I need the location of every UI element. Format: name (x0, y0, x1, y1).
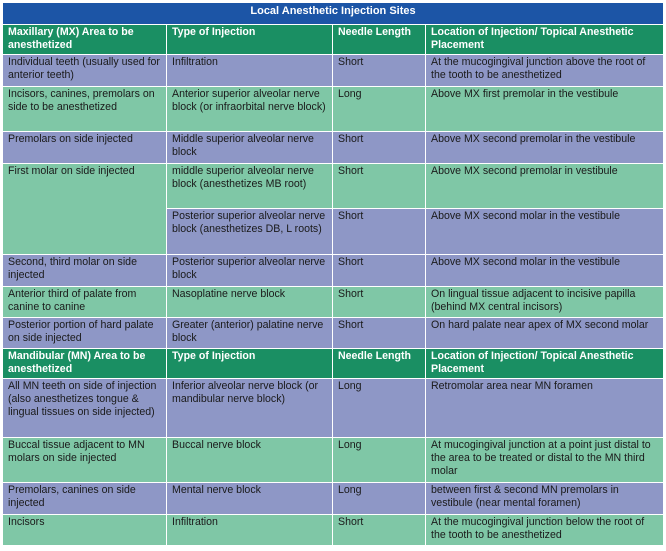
cell-needle: Short (333, 286, 426, 317)
cell-area: Anterior third of palate from canine to canine (3, 286, 167, 317)
cell-location: At mucogingival junction at a point just distal to the area to be treated or distal to the MN third molar (426, 437, 664, 482)
cell-type: Posterior superior alveolar nerve block (anesthetizes DB, L roots) (167, 208, 333, 254)
cell-area: Premolars, canines on side injected (3, 482, 167, 514)
header-type: Type of Injection (167, 25, 333, 55)
cell-needle: Long (333, 437, 426, 482)
cell-type: Greater (anterior) palatine nerve block (167, 317, 333, 348)
cell-type: Anterior superior alveolar nerve block (or infraorbital nerve block) (167, 86, 333, 131)
cell-type: Buccal nerve block (167, 437, 333, 482)
cell-needle: Short (333, 317, 426, 348)
cell-needle: Short (333, 54, 426, 86)
injection-sites-table (2, 2, 664, 546)
cell-location: Above MX second molar in the vestibule (426, 254, 664, 286)
cell-location: Retromolar area near MN foramen (426, 378, 664, 437)
table-row (3, 514, 664, 545)
header-type: Type of Injection (167, 348, 333, 378)
cell-type: Infiltration (167, 514, 333, 545)
cell-type: Nasoplatine nerve block (167, 286, 333, 317)
table-row (3, 317, 664, 348)
cell-needle: Short (333, 254, 426, 286)
cell-location: On lingual tissue adjacent to incisive papilla (behind MX central incisors) (426, 286, 664, 317)
cell-area: Second, third molar on side injected (3, 254, 167, 286)
cell-area: Incisors, canines, premolars on side to be anesthetized (3, 86, 167, 131)
cell-location: Above MX second premolar in vestibule (426, 163, 664, 208)
table-row (3, 131, 664, 163)
maxillary-header-row (3, 25, 664, 55)
cell-location: Above MX first premolar in the vestibule (426, 86, 664, 131)
cell-area: Individual teeth (usually used for anterior teeth) (3, 54, 167, 86)
cell-type: middle superior alveolar nerve block (anesthetizes MB root) (167, 163, 333, 208)
table-row (3, 286, 664, 317)
cell-needle: Short (333, 514, 426, 545)
cell-location: Above MX second molar in the vestibule (426, 208, 664, 254)
cell-needle: Short (333, 208, 426, 254)
table-row (3, 378, 664, 437)
header-needle: Needle Length (333, 25, 426, 55)
table-title: Local Anesthetic Injection Sites (3, 3, 664, 25)
table-row (3, 437, 664, 482)
cell-type: Mental nerve block (167, 482, 333, 514)
cell-needle: Long (333, 86, 426, 131)
table-row (3, 254, 664, 286)
header-mandibular-area: Mandibular (MN) Area to be anesthetized (3, 348, 167, 378)
cell-location: Above MX second premolar in the vestibule (426, 131, 664, 163)
table-title-row (3, 3, 664, 25)
cell-type: Middle superior alveolar nerve block (167, 131, 333, 163)
cell-area: First molar on side injected (3, 163, 167, 254)
cell-location: At the mucogingival junction below the root of the tooth to be anesthetized (426, 514, 664, 545)
table-row (3, 163, 664, 208)
table-row (3, 482, 664, 514)
cell-location: between first & second MN premolars in vestibule (near mental foramen) (426, 482, 664, 514)
table-row (3, 54, 664, 86)
cell-needle: Short (333, 163, 426, 208)
cell-location: At the mucogingival junction above the root of the tooth to be anesthetized (426, 54, 664, 86)
header-needle: Needle Length (333, 348, 426, 378)
injection-sites-table-container (2, 2, 663, 546)
cell-type: Infiltration (167, 54, 333, 86)
cell-area: All MN teeth on side of injection (also anesthetizes tongue & lingual tissues on side injected) (3, 378, 167, 437)
cell-area: Premolars on side injected (3, 131, 167, 163)
cell-needle: Long (333, 482, 426, 514)
header-maxillary-area: Maxillary (MX) Area to be anesthetized (3, 25, 167, 55)
cell-needle: Short (333, 131, 426, 163)
cell-location: On hard palate near apex of MX second molar (426, 317, 664, 348)
cell-type: Posterior superior alveolar nerve block (167, 254, 333, 286)
table-row (3, 86, 664, 131)
header-location: Location of Injection/ Topical Anesthetic Placement (426, 348, 664, 378)
header-location: Location of Injection/ Topical Anesthetic Placement (426, 25, 664, 55)
cell-type: Inferior alveolar nerve block (or mandibular nerve block) (167, 378, 333, 437)
cell-needle: Long (333, 378, 426, 437)
cell-area: Buccal tissue adjacent to MN molars on side injected (3, 437, 167, 482)
cell-area: Posterior portion of hard palate on side injected (3, 317, 167, 348)
mandibular-header-row (3, 348, 664, 378)
cell-area: Incisors (3, 514, 167, 545)
